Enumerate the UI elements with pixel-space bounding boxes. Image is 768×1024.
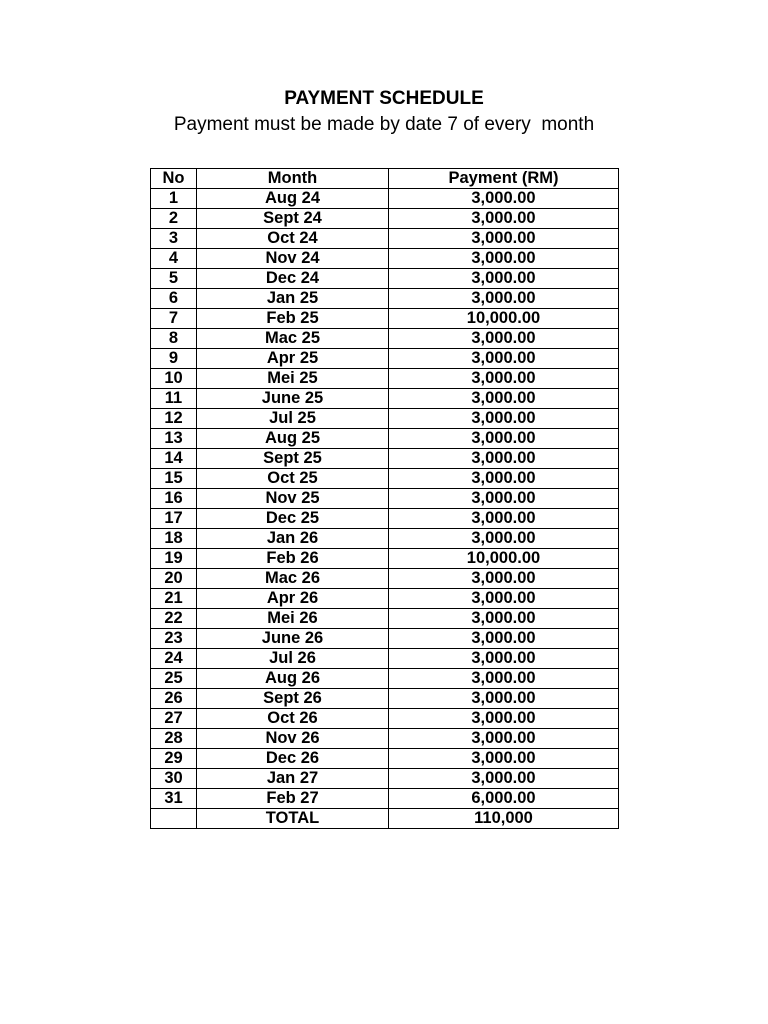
row-number-cell: 8 (151, 329, 197, 349)
page-title: PAYMENT SCHEDULE (284, 88, 484, 109)
row-number-cell: 24 (151, 649, 197, 669)
month-cell: Jan 25 (197, 289, 389, 309)
table-total-row (151, 809, 619, 829)
table-row (151, 189, 619, 209)
payment-cell: 3,000.00 (389, 229, 619, 249)
month-cell: June 26 (197, 629, 389, 649)
total-no-cell (151, 809, 197, 829)
table-row (151, 309, 619, 329)
payment-cell: 3,000.00 (389, 369, 619, 389)
month-cell: Feb 25 (197, 309, 389, 329)
month-cell: Dec 25 (197, 509, 389, 529)
payment-cell: 3,000.00 (389, 729, 619, 749)
payment-cell: 3,000.00 (389, 489, 619, 509)
month-cell: Sept 25 (197, 449, 389, 469)
table-row (151, 469, 619, 489)
month-cell: Mac 26 (197, 569, 389, 589)
payment-cell: 6,000.00 (389, 789, 619, 809)
table-row (151, 749, 619, 769)
table-header-row (151, 169, 619, 189)
month-cell: Sept 24 (197, 209, 389, 229)
payment-schedule-table (150, 168, 619, 829)
payment-cell: 3,000.00 (389, 469, 619, 489)
table-row (151, 409, 619, 429)
table-row (151, 349, 619, 369)
table-row (151, 649, 619, 669)
row-number-cell: 3 (151, 229, 197, 249)
month-cell: Jan 27 (197, 769, 389, 789)
month-cell: Nov 26 (197, 729, 389, 749)
month-cell: Jul 25 (197, 409, 389, 429)
row-number-cell: 15 (151, 469, 197, 489)
payment-cell: 3,000.00 (389, 449, 619, 469)
table-row (151, 629, 619, 649)
row-number-cell: 27 (151, 709, 197, 729)
row-number-cell: 12 (151, 409, 197, 429)
payment-cell: 3,000.00 (389, 329, 619, 349)
payment-cell: 3,000.00 (389, 269, 619, 289)
table-row (151, 609, 619, 629)
row-number-cell: 22 (151, 609, 197, 629)
table-row (151, 289, 619, 309)
table-row (151, 229, 619, 249)
page-subtitle: Payment must be made by date 7 of every month (173, 114, 595, 135)
table-row (151, 549, 619, 569)
table-row (151, 709, 619, 729)
table-row (151, 689, 619, 709)
month-cell: Feb 27 (197, 789, 389, 809)
row-number-cell: 29 (151, 749, 197, 769)
table-row (151, 449, 619, 469)
row-number-cell: 20 (151, 569, 197, 589)
month-cell: Nov 25 (197, 489, 389, 509)
payment-cell: 3,000.00 (389, 249, 619, 269)
payment-cell: 3,000.00 (389, 289, 619, 309)
month-cell: June 25 (197, 389, 389, 409)
column-header-payment: Payment (RM) (389, 169, 619, 189)
month-cell: Oct 24 (197, 229, 389, 249)
month-cell: Dec 24 (197, 269, 389, 289)
payment-cell: 3,000.00 (389, 189, 619, 209)
month-cell: Apr 26 (197, 589, 389, 609)
row-number-cell: 30 (151, 769, 197, 789)
payment-cell: 10,000.00 (389, 549, 619, 569)
payment-cell: 3,000.00 (389, 609, 619, 629)
table-row (151, 789, 619, 809)
payment-cell: 3,000.00 (389, 749, 619, 769)
payment-cell: 3,000.00 (389, 529, 619, 549)
payment-cell: 3,000.00 (389, 389, 619, 409)
row-number-cell: 10 (151, 369, 197, 389)
row-number-cell: 6 (151, 289, 197, 309)
row-number-cell: 26 (151, 689, 197, 709)
row-number-cell: 23 (151, 629, 197, 649)
row-number-cell: 1 (151, 189, 197, 209)
row-number-cell: 19 (151, 549, 197, 569)
payment-cell: 3,000.00 (389, 409, 619, 429)
payment-cell: 3,000.00 (389, 589, 619, 609)
row-number-cell: 25 (151, 669, 197, 689)
table-row (151, 269, 619, 289)
payment-cell: 3,000.00 (389, 769, 619, 789)
month-cell: Aug 24 (197, 189, 389, 209)
row-number-cell: 17 (151, 509, 197, 529)
table-row (151, 509, 619, 529)
table-row (151, 329, 619, 349)
payment-cell: 3,000.00 (389, 429, 619, 449)
column-header-no: No (151, 169, 197, 189)
row-number-cell: 4 (151, 249, 197, 269)
payment-cell: 3,000.00 (389, 649, 619, 669)
month-cell: Oct 25 (197, 469, 389, 489)
payment-cell: 3,000.00 (389, 209, 619, 229)
table-row (151, 729, 619, 749)
payment-cell: 3,000.00 (389, 569, 619, 589)
row-number-cell: 21 (151, 589, 197, 609)
payment-cell: 3,000.00 (389, 709, 619, 729)
table-row (151, 389, 619, 409)
table-row (151, 489, 619, 509)
table-row (151, 589, 619, 609)
payment-cell: 3,000.00 (389, 629, 619, 649)
month-cell: Feb 26 (197, 549, 389, 569)
month-cell: Oct 26 (197, 709, 389, 729)
table-body (151, 189, 619, 809)
row-number-cell: 28 (151, 729, 197, 749)
row-number-cell: 2 (151, 209, 197, 229)
month-cell: Aug 26 (197, 669, 389, 689)
month-cell: Apr 25 (197, 349, 389, 369)
table-row (151, 769, 619, 789)
table-row (151, 429, 619, 449)
table-row (151, 569, 619, 589)
row-number-cell: 9 (151, 349, 197, 369)
payment-cell: 3,000.00 (389, 669, 619, 689)
month-cell: Dec 26 (197, 749, 389, 769)
month-cell: Mac 25 (197, 329, 389, 349)
row-number-cell: 5 (151, 269, 197, 289)
total-amount: 110,000 (389, 809, 619, 829)
row-number-cell: 14 (151, 449, 197, 469)
month-cell: Mei 25 (197, 369, 389, 389)
month-cell: Mei 26 (197, 609, 389, 629)
month-cell: Sept 26 (197, 689, 389, 709)
payment-cell: 3,000.00 (389, 349, 619, 369)
row-number-cell: 18 (151, 529, 197, 549)
table-row (151, 669, 619, 689)
table-row (151, 529, 619, 549)
payment-cell: 3,000.00 (389, 689, 619, 709)
table-row (151, 369, 619, 389)
month-cell: Jan 26 (197, 529, 389, 549)
table-row (151, 209, 619, 229)
month-cell: Aug 25 (197, 429, 389, 449)
row-number-cell: 11 (151, 389, 197, 409)
month-cell: Jul 26 (197, 649, 389, 669)
payment-cell: 3,000.00 (389, 509, 619, 529)
row-number-cell: 13 (151, 429, 197, 449)
payment-cell: 10,000.00 (389, 309, 619, 329)
month-cell: Nov 24 (197, 249, 389, 269)
row-number-cell: 7 (151, 309, 197, 329)
row-number-cell: 31 (151, 789, 197, 809)
table-row (151, 249, 619, 269)
column-header-month: Month (197, 169, 389, 189)
row-number-cell: 16 (151, 489, 197, 509)
total-label: TOTAL (197, 809, 389, 829)
